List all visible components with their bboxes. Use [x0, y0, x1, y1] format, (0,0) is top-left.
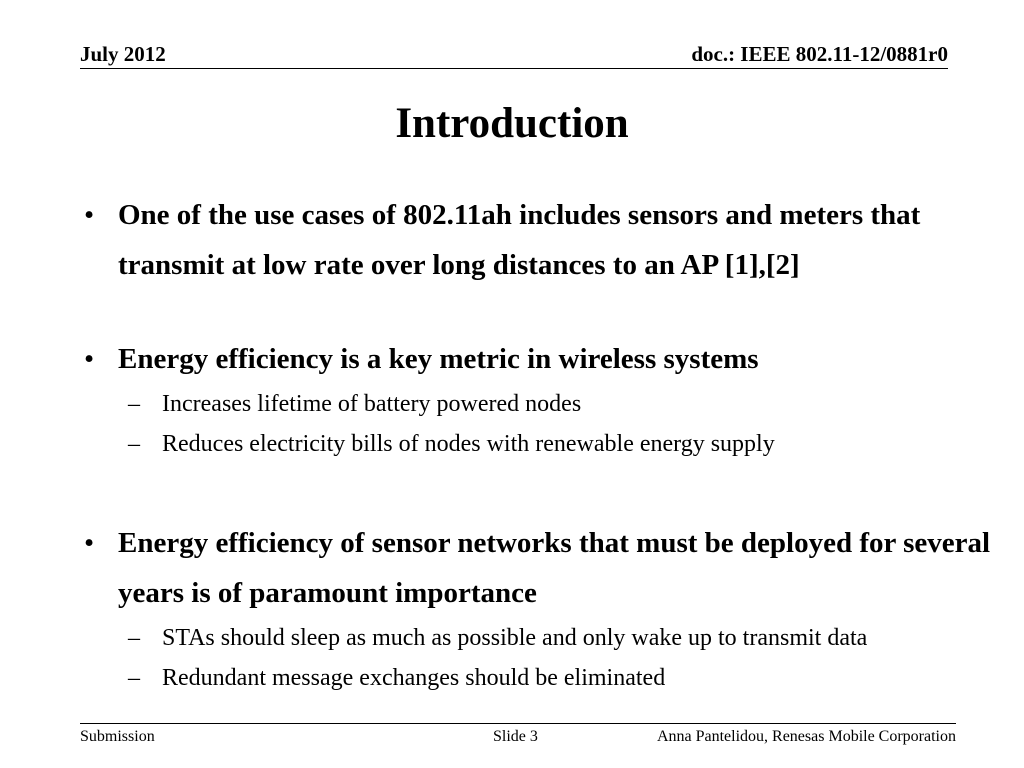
bullet-text: Energy efficiency of sensor networks that must be deployed for several years is of paramount importance	[118, 527, 991, 609]
bullet-text: Energy efficiency is a key metric in wireless systems	[118, 343, 759, 375]
bullet-item	[80, 518, 1010, 618]
sub-bullet-item	[80, 424, 1010, 464]
header-doc-id: doc.: IEEE 802.11-12/0881r0	[691, 42, 948, 66]
bullet-marker: •	[84, 343, 95, 375]
sub-bullet-text: STAs should sleep as much as possible and only wake up to transmit data	[162, 625, 868, 651]
footer-submission: Submission	[80, 728, 155, 745]
sub-bullet-marker: –	[128, 625, 140, 651]
bullet-item	[80, 334, 1010, 384]
bullet-marker: •	[84, 199, 95, 231]
sub-bullet-item	[80, 384, 1010, 424]
sub-bullet-text: Reduces electricity bills of nodes with renewable energy supply	[162, 431, 775, 457]
sub-bullet-marker: –	[128, 431, 140, 457]
bullet-marker: •	[84, 527, 95, 559]
footer-divider	[80, 723, 956, 724]
slide-title: Introduction	[395, 100, 629, 147]
sub-bullet-marker: –	[128, 391, 140, 417]
sub-bullet-item	[80, 658, 1010, 698]
bullet-item	[80, 190, 1010, 290]
sub-bullet-marker: –	[128, 665, 140, 691]
header-divider	[80, 68, 948, 69]
slide-body	[80, 190, 1010, 698]
sub-bullet-text: Redundant message exchanges should be eliminated	[162, 665, 666, 691]
sub-bullet-text: Increases lifetime of battery powered nodes	[162, 391, 582, 417]
footer-slide-number: Slide 3	[493, 728, 538, 745]
sub-bullet-item	[80, 618, 1010, 658]
bullet-text: One of the use cases of 802.11ah includes sensors and meters that transmit at low rate over long distances to an AP [1],[2]	[118, 199, 921, 281]
header-date: July 2012	[80, 42, 166, 66]
footer-author: Anna Pantelidou, Renesas Mobile Corporation	[656, 728, 956, 745]
